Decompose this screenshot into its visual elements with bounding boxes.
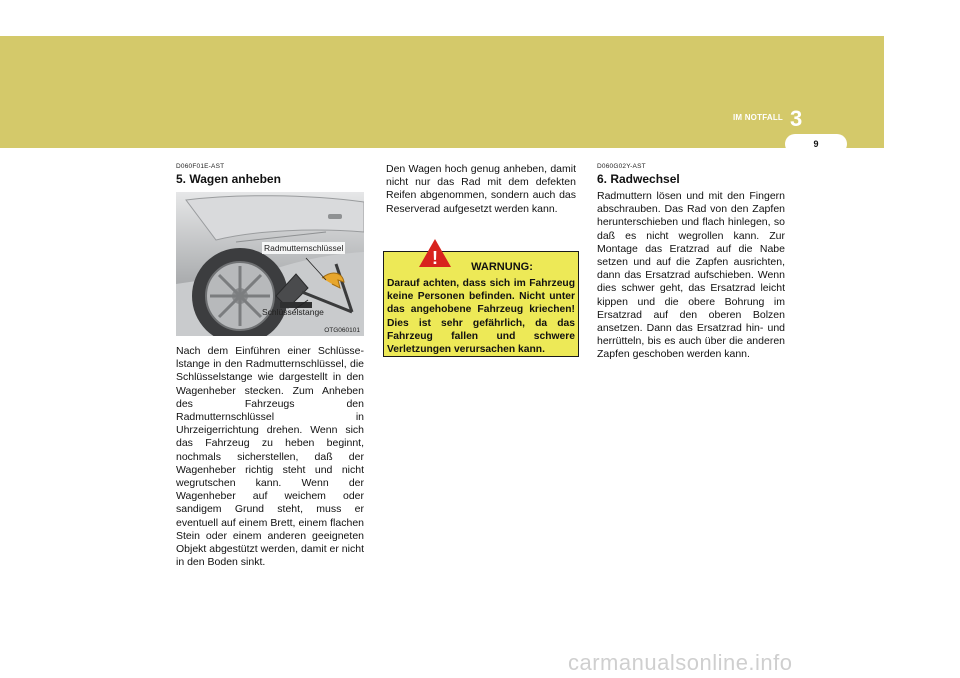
figure-id: OTG060101 (324, 327, 360, 334)
chapter-number: 3 (790, 106, 803, 131)
header-band (0, 36, 884, 148)
callout-extension-rod: Schlüsselstange (262, 307, 324, 317)
section-code: D060F01E-AST (176, 163, 225, 170)
section-raise-vehicle (176, 163, 364, 569)
section-wheel-change (597, 163, 785, 362)
warning-title: WARNUNG: (471, 261, 533, 273)
warning-box (383, 248, 579, 357)
jack-illustration (176, 192, 364, 336)
callout-wheel-wrench: Radmutternschlüssel (264, 243, 344, 253)
middle-column (386, 163, 576, 216)
page-tab (785, 134, 847, 154)
warning-icon-glyph: ! (432, 248, 438, 268)
section-code: D060G02Y-AST (597, 163, 646, 170)
page-number: 9 (813, 139, 819, 149)
body-text: Den Wagen hoch genug anheben, damit nicht nur das Rad mit dem defekten Reifen abgenommen, sondern auch das Reserverad aufgesetzt werden kann. (386, 163, 576, 215)
section-title: 5. Wagen anheben (176, 172, 281, 186)
section-title: 6. Radwechsel (597, 172, 680, 186)
body-text: Radmuttern lösen und mit den Fingern abschrauben. Das Rad von den Zapfen herunterschieben und flach hinlegen, so daß es nicht wegrollen kann. Zur Montage das Eratzrad auf die Nabe setzen und auf die Zapfen ausrichten, dann das Ersatzrad aufschieben. Wenn dies schwer geht, das Ersatzrad leicht kippen und die obere Bohrung im Ersatzrad auf den oberen Bolzen ansetzen. Dann das Ersatzrad hin- und herrütteln, bis es auch über die anderen Zapfen geschoben werden kann. (597, 190, 785, 361)
body-text: Nach dem Einführen einer Schlüsse-lstange in den Radmutternschlüssel, die Schlüsselstange wie dargestellt in den Wagenheber stecken. Zum Anheben des Fahrzeugs den Radmutternschlüssel in Uhrzeigerrichtung drehen. Wenn sich das Fahrzeug zu heben beginnt, nochmals sicherstellen, daß der Wagenheber richtig steht und nicht wegrutschen kann. Wenn der Wagenheber auf weichem oder sandigem Grund steht, muss er eventuell auf einem Brett, einem flachen Stein oder einem anderen geeigneten Objekt abgestützt werden, damit er nicht in den Boden sinkt. (176, 345, 364, 569)
watermark: carmanualsonline.info (568, 650, 793, 675)
warning-text: Darauf achten, dass sich im Fahrzeug keine Personen befinden. Nicht unter das angehobene Fahrzeug kriechen! Dies ist sehr gefährlich, da das Fahrzeug fallen und schwere Verletzungen verursachen kann. (387, 278, 575, 356)
chapter-label: IM NOTFALL (733, 113, 783, 122)
